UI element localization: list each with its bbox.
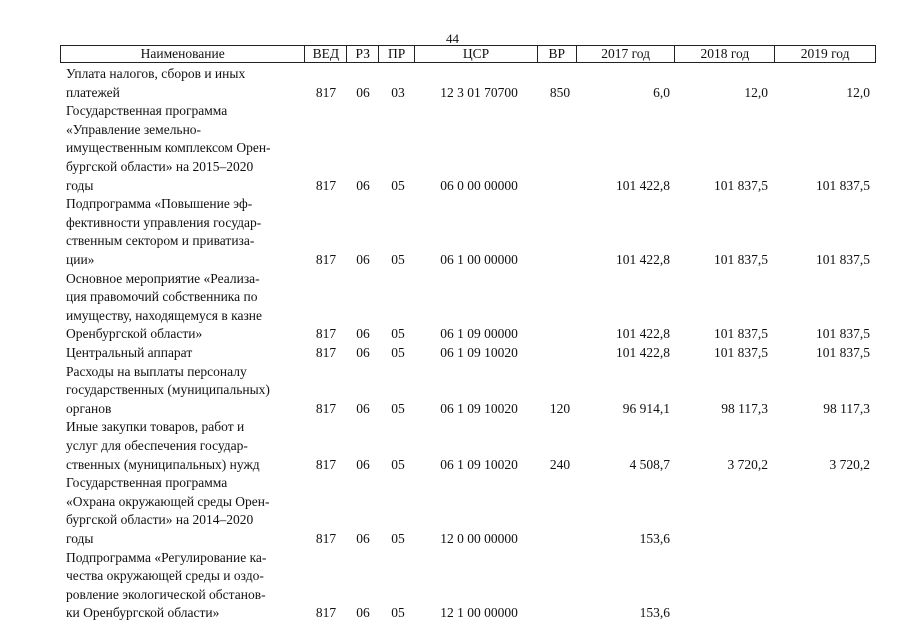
row-name-line: годы — [66, 177, 94, 193]
row-name-line: Уплата налогов, сборов и иных — [66, 66, 246, 81]
cell-rz: 06 — [356, 84, 370, 100]
cell-2018: 12,0 — [744, 84, 768, 100]
cell-ved: 817 — [315, 456, 337, 472]
cell-rz: 06 — [356, 345, 370, 360]
cell-pr: 05 — [391, 251, 405, 267]
row-name-line: ция правомочий собственника по — [66, 289, 258, 305]
row-name-line: ственных (муниципальных) нужд — [66, 456, 260, 472]
row-name — [66, 549, 306, 623]
header-2017: 2017 год — [577, 46, 676, 62]
row-name-line: услуг для обеспечения государ- — [66, 437, 248, 453]
cell-pr: 05 — [391, 177, 405, 193]
row-name-line: бургской области» на 2014–2020 — [66, 512, 254, 528]
header-csr: ЦСР — [415, 46, 538, 62]
cell-2017: 6,0 — [653, 84, 670, 100]
cell-pr: 05 — [391, 345, 405, 360]
cell-rz: 06 — [356, 177, 370, 193]
row-name-line: годы — [66, 530, 94, 546]
row-name-line: ции» — [66, 251, 95, 267]
row-name-line: «Управление земельно- — [66, 121, 202, 137]
cell-2019: 3 720,2 — [829, 456, 870, 472]
cell-csr: 06 1 00 00000 — [440, 251, 518, 267]
cell-ved: 817 — [315, 326, 337, 342]
cell-pr: 05 — [391, 605, 405, 621]
row-name — [66, 418, 306, 474]
cell-pr: 05 — [391, 326, 405, 342]
header-name: Наименование — [61, 46, 305, 62]
cell-pr: 05 — [391, 530, 405, 546]
row-name-line: Государственная программа — [66, 103, 228, 119]
table-row — [0, 363, 905, 419]
cell-rz: 06 — [356, 530, 370, 546]
row-name-line: фективности управления государ- — [66, 214, 262, 230]
row-name — [66, 102, 306, 195]
row-name-line: Подпрограмма «Регулирование ка- — [66, 549, 267, 565]
cell-2017: 96 914,1 — [622, 400, 670, 416]
row-name-line: Иные закупки товаров, работ и — [66, 419, 245, 435]
cell-2017: 4 508,7 — [629, 456, 670, 472]
cell-vr: 120 — [549, 400, 571, 416]
row-name-line: имущественным комплексом Орен- — [66, 140, 271, 156]
row-name-line: «Охрана окружающей среды Орен- — [66, 493, 270, 509]
row-name-line: Основное мероприятие «Реализа- — [66, 270, 260, 286]
row-name — [66, 270, 306, 344]
row-name-line: Подпрограмма «Повышение эф- — [66, 196, 253, 212]
row-name-line: чества окружающей среды и оздо- — [66, 568, 264, 584]
header-2018: 2018 год — [675, 46, 775, 62]
row-name-line: государственных (муниципальных) — [66, 382, 270, 398]
cell-2019: 101 837,5 — [816, 326, 870, 342]
cell-ved: 817 — [315, 605, 337, 621]
cell-csr: 12 1 00 00000 — [440, 605, 518, 621]
cell-2019: 101 837,5 — [816, 251, 870, 267]
cell-2018: 101 837,5 — [714, 177, 768, 193]
row-name-line: Центральный аппарат — [66, 345, 193, 360]
row-name — [66, 344, 306, 363]
row-name — [66, 195, 306, 269]
row-name-line: Государственная программа — [66, 475, 228, 491]
cell-pr: 05 — [391, 400, 405, 416]
cell-2017: 153,6 — [639, 605, 670, 621]
cell-ved: 817 — [315, 177, 337, 193]
cell-rz: 06 — [356, 326, 370, 342]
row-name-line: ки Оренбургской области» — [66, 605, 220, 621]
cell-csr: 06 0 00 00000 — [440, 177, 518, 193]
row-name — [66, 65, 306, 102]
header-pr: ПР — [379, 46, 415, 62]
cell-pr: 05 — [391, 456, 405, 472]
cell-ved: 817 — [315, 345, 337, 360]
cell-vr: 240 — [549, 456, 571, 472]
header-vr: ВР — [538, 46, 577, 62]
cell-2017: 101 422,8 — [616, 345, 670, 360]
row-name — [66, 363, 306, 419]
table-row — [0, 474, 905, 548]
row-name — [66, 474, 306, 548]
cell-2018: 98 117,3 — [721, 400, 768, 416]
row-name-line: Оренбургской области» — [66, 326, 203, 342]
table-row — [0, 418, 905, 474]
cell-ved: 817 — [315, 84, 337, 100]
cell-vr: 850 — [549, 84, 571, 100]
cell-rz: 06 — [356, 456, 370, 472]
cell-2017: 101 422,8 — [616, 177, 670, 193]
table-row — [0, 102, 905, 195]
cell-ved: 817 — [315, 530, 337, 546]
cell-2019: 98 117,3 — [823, 400, 870, 416]
row-name-line: ровление экологической обстанов- — [66, 586, 266, 602]
cell-rz: 06 — [356, 400, 370, 416]
cell-2018: 101 837,5 — [714, 345, 768, 360]
cell-2019: 12,0 — [846, 84, 870, 100]
table-row — [0, 549, 905, 623]
row-name-line: Расходы на выплаты персоналу — [66, 363, 247, 379]
row-name-line: органов — [66, 400, 112, 416]
cell-rz: 06 — [356, 605, 370, 621]
cell-csr: 06 1 09 10020 — [440, 400, 518, 416]
row-name-line: платежей — [66, 84, 120, 100]
cell-2019: 101 837,5 — [816, 177, 870, 193]
cell-2017: 101 422,8 — [616, 326, 670, 342]
cell-ved: 817 — [315, 400, 337, 416]
cell-2017: 153,6 — [639, 530, 670, 546]
cell-2018: 3 720,2 — [727, 456, 768, 472]
header-ved: ВЕД — [305, 46, 347, 62]
cell-csr: 12 0 00 00000 — [440, 530, 518, 546]
table-row — [0, 65, 905, 102]
cell-pr: 03 — [391, 84, 405, 100]
table-row — [0, 195, 905, 269]
table-row — [0, 270, 905, 344]
row-name-line: имуществу, находящемуся в казне — [66, 307, 262, 323]
cell-2019: 101 837,5 — [816, 345, 870, 360]
cell-csr: 06 1 09 10020 — [440, 345, 518, 360]
header-2019: 2019 год — [800, 46, 850, 61]
cell-2017: 101 422,8 — [616, 251, 670, 267]
header-rz: РЗ — [347, 46, 379, 62]
row-name-line: бургской области» на 2015–2020 — [66, 158, 254, 174]
table-row — [0, 344, 905, 363]
cell-csr: 12 3 01 70700 — [440, 84, 518, 100]
cell-2018: 101 837,5 — [714, 326, 768, 342]
page-number: 44 — [446, 31, 459, 46]
cell-rz: 06 — [356, 251, 370, 267]
cell-2018: 101 837,5 — [714, 251, 768, 267]
cell-csr: 06 1 09 10020 — [440, 456, 518, 472]
cell-csr: 06 1 09 00000 — [440, 326, 518, 342]
row-name-line: ственным сектором и приватиза- — [66, 233, 255, 249]
cell-ved: 817 — [315, 251, 337, 267]
